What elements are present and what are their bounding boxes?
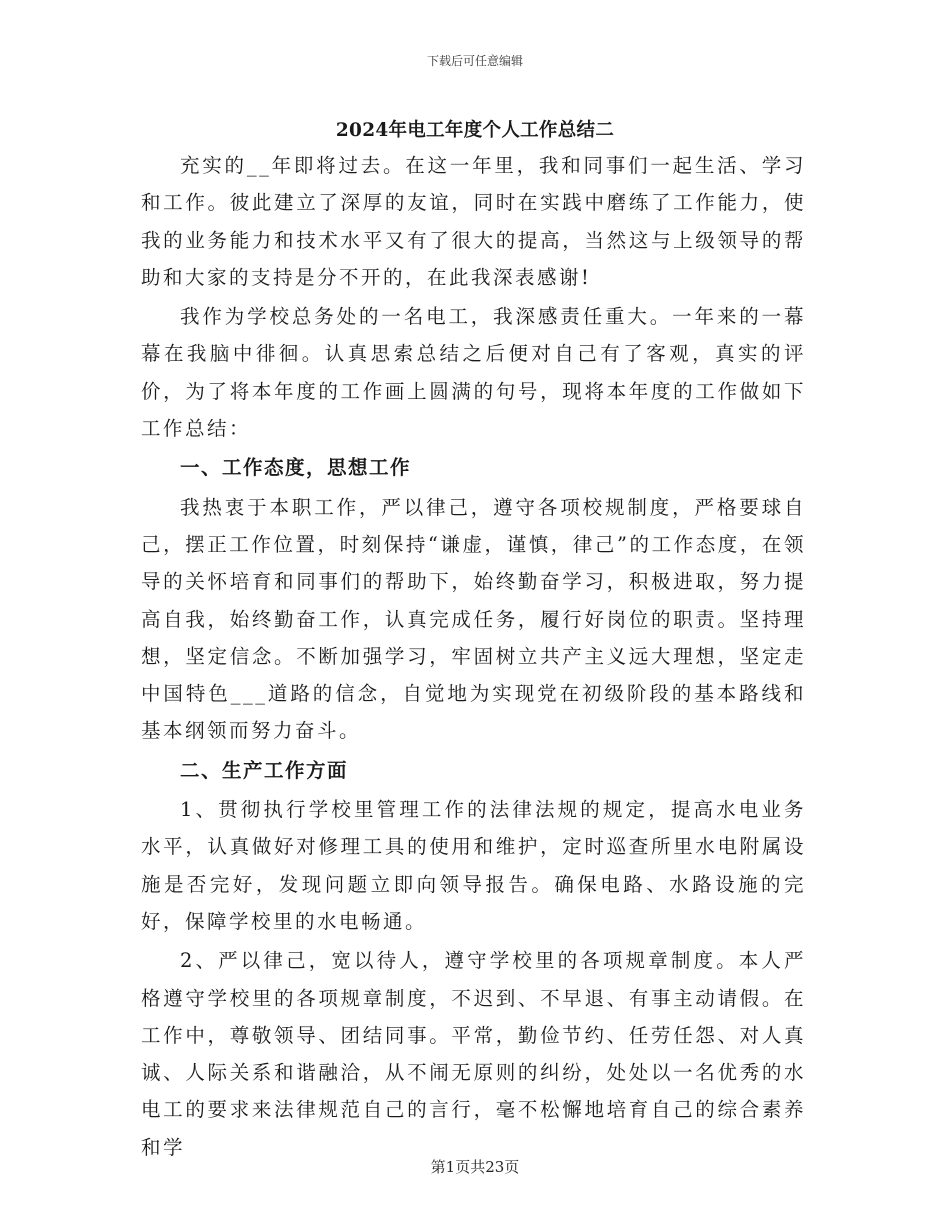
page-footer: 第1页共23页 — [430, 1158, 520, 1176]
section-heading-attitude: 一、工作态度，思想工作 — [180, 456, 412, 480]
section-heading-production: 二、生产工作方面 — [180, 758, 349, 782]
header-note: 下载后可任意编辑 — [426, 54, 523, 68]
paragraph-intro: 充实的__年即将过去。在这一年里，我和同事们一起生活、学习和工作。彼此建立了深厚的友谊，同时在实践中磨练了工作能力，使我的业务能力和技术水平又有了很大的提高，当然这与上级领导的帮助和大家的支持是分不开的，在此我深表感谢! — [141, 154, 806, 289]
document-title: 2024年电工年度个人工作总结二 — [335, 120, 615, 141]
paragraph-production-2: 2、严以律己，宽以待人，遵守学校里的各项规章制度。本人严格遵守学校里的各项规章制度，不迟到、不早退、有事主动请假。在工作中，尊敬领导、团结同事。平常，勤俭节约、任劳任怨、对人真诚、人际关系和谐融洽，从不闹无原则的纠纷，处处以一名优秀的水电工的要求来法律规范自己的言行，毫不松懈地培育自己的综合素养和学 — [141, 949, 806, 1159]
paragraph-role: 我作为学校总务处的一名电工，我深感责任重大。一年来的一幕幕在我脑中徘徊。认真思索总结之后便对自己有了客观，真实的评价，为了将本年度的工作画上圆满的句号，现将本年度的工作做如下工作总结： — [141, 305, 806, 441]
document-body — [141, 147, 806, 1168]
paragraph-production-1: 1、贯彻执行学校里管理工作的法律法规的规定，提高水电业务水平，认真做好对修理工具的使用和维护，定时巡查所里水电附属设施是否完好，发现问题立即向领导报告。确保电路、水路设施的完好，保障学校里的水电畅通。 — [141, 798, 806, 933]
paragraph-attitude: 我热衷于本职工作，严以律己，遵守各项校规制度，严格要球自己，摆正工作位置，时刻保持“谦虚，谨慎，律己”的工作态度，在领导的关怀培育和同事们的帮助下，始终勤奋学习，积极进取，努力提高自我，始终勤奋工作，认真完成任务，履行好岗位的职责。坚持理想，坚定信念。不断加强学习，牢固树立共产主义远大理想，坚定走中国特色___道路的信念，自觉地为实现党在初级阶段的基本路线和基本纲领而努力奋斗。 — [141, 495, 806, 743]
